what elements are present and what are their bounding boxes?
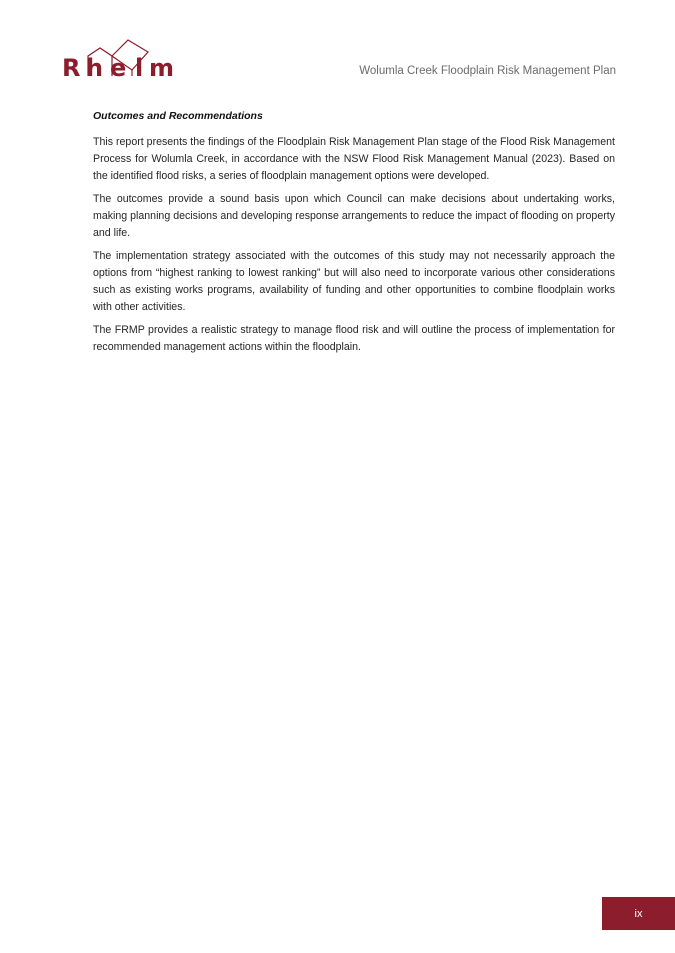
paragraph: The FRMP provides a realistic strategy to manage flood risk and will outline the process of implementation for recommended management actions within the floodplain.	[93, 324, 615, 353]
logo-letter-r: R	[62, 54, 81, 82]
document-body	[93, 110, 615, 362]
paragraph: The implementation strategy associated with the outcomes of this study may not necessarily approach the options from “highest ranking to lowest ranking” but will also need to incorporate various other considerations such as existing works programs, availability of funding and other opportunities to combine floodplain works with other activities.	[93, 250, 615, 313]
document-header-title: Wolumla Creek Floodplain Risk Management Plan	[359, 65, 616, 77]
paragraph: This report presents the findings of the Floodplain Risk Management Plan stage of the Flood Risk Management Process for Wolumla Creek, in accordance with the NSW Flood Risk Management Manual (2023). Based on the identified flood risks, a series of floodplain management options were developed.	[93, 136, 615, 182]
page-number: ix	[634, 907, 643, 920]
logo-letter-h: h	[86, 54, 104, 82]
logo-letter-m: m	[149, 54, 175, 82]
logo-letter-e: e	[110, 54, 127, 82]
paragraph: The outcomes provide a sound basis upon which Council can make decisions about undertaking works, making planning decisions and developing response arrangements to reduce the impact of flooding on property and life.	[93, 193, 615, 239]
company-logo	[60, 36, 180, 80]
section-heading: Outcomes and Recommendations	[93, 110, 263, 122]
page-number-badge	[602, 897, 675, 930]
logo-letter-l: l	[135, 54, 144, 82]
